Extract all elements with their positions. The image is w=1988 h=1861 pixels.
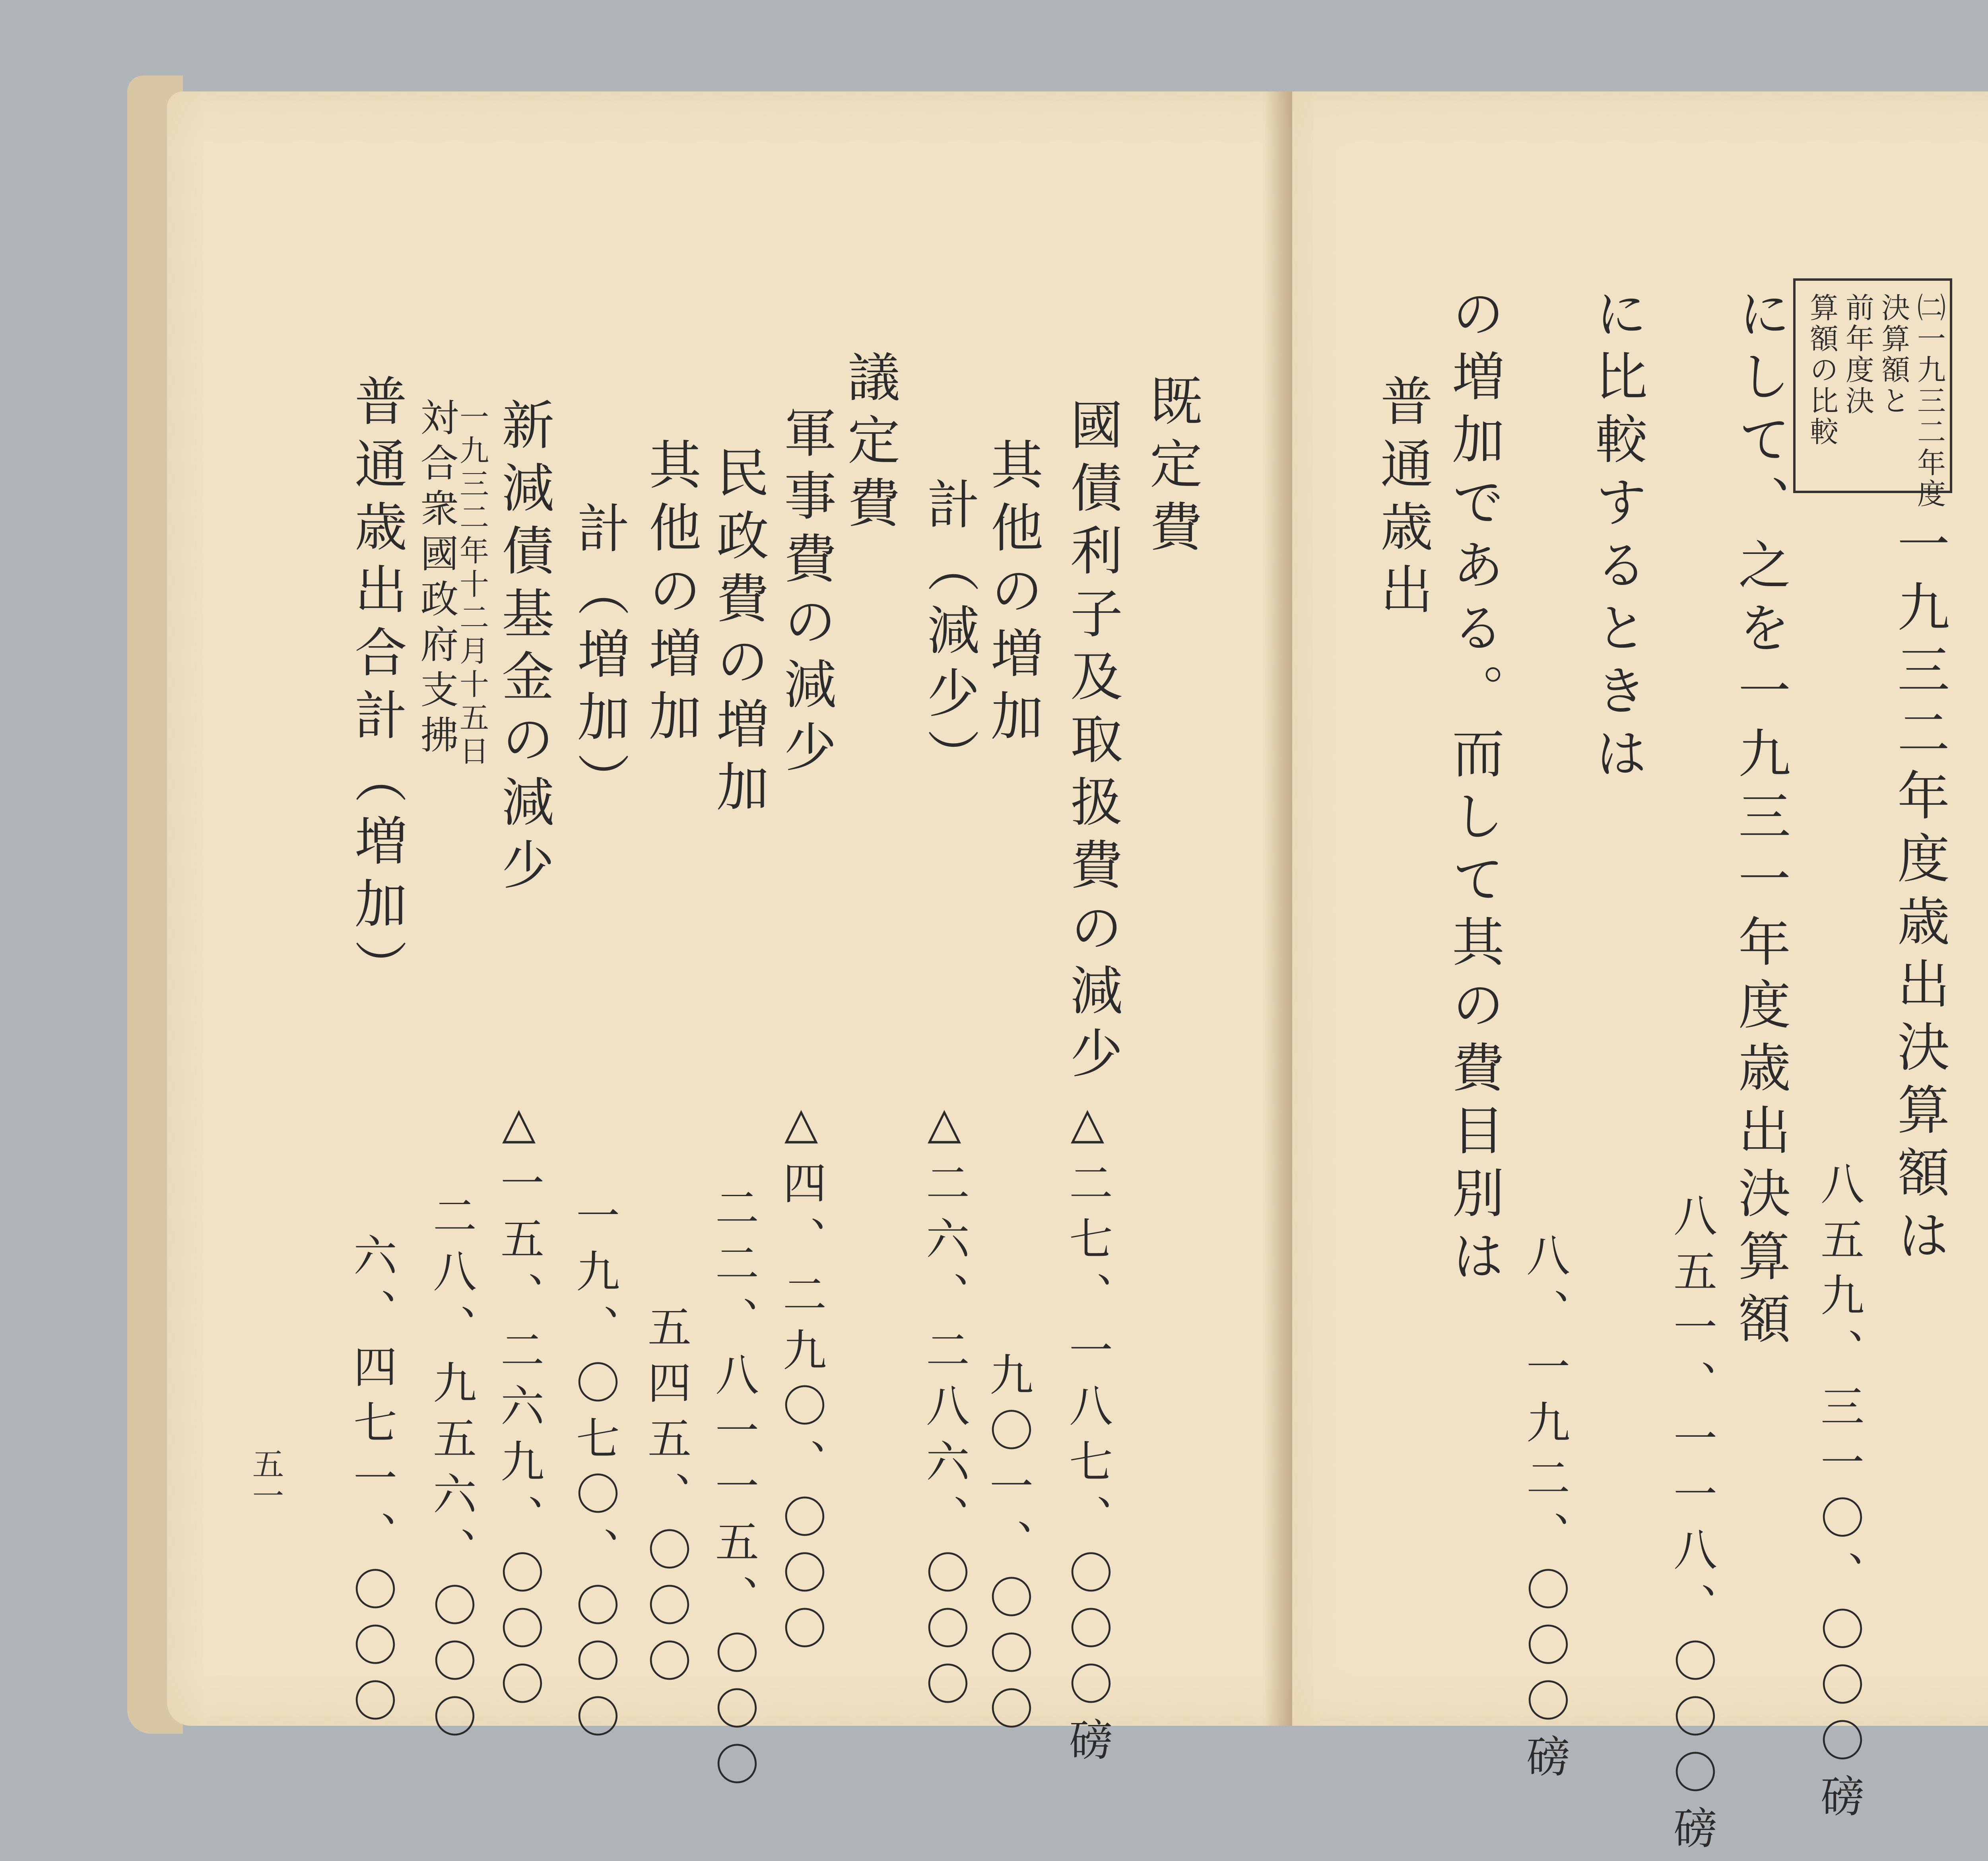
right-col-6: の増加である。而して其の費目別は bbox=[1443, 286, 1504, 1292]
left-col-11a: 一九三二年十二月十五日 bbox=[455, 402, 489, 769]
right-col-4-amount: 八五一、一一八、〇〇〇磅 bbox=[1666, 1193, 1717, 1861]
left-col-4-amount: △二六、二八六、〇〇〇 bbox=[919, 1098, 970, 1717]
left-col-2: 國債利子及取扱費の減少 bbox=[1061, 398, 1122, 1089]
left-col-8: 其他の増加 bbox=[640, 437, 701, 752]
right-col-3: 一九三二年度歳出決算額は bbox=[1888, 517, 1949, 1271]
left-col-4: 計（減少） bbox=[918, 477, 979, 791]
side-note-line-2: 決算額と bbox=[1877, 293, 1910, 417]
left-col-12: 普通歳出合計（増加） bbox=[346, 374, 407, 1002]
left-col-5: 議定費 bbox=[839, 350, 900, 538]
left-col-6-amount: △四、二九〇、〇〇〇 bbox=[776, 1098, 827, 1661]
left-col-2-amount: △二七、一八七、〇〇〇磅 bbox=[1062, 1098, 1113, 1773]
side-note-line-1: ㈡一九三二年度 bbox=[1912, 293, 1946, 510]
right-col-5-amount: 八、一九二、〇〇〇磅 bbox=[1519, 1233, 1570, 1789]
left-col-9: 計（増加） bbox=[568, 501, 629, 815]
left-col-7: 民政費の増加 bbox=[707, 445, 769, 822]
side-note-box bbox=[1793, 278, 1952, 510]
right-col-4: にして、之を一九三一年度歳出決算額 bbox=[1729, 286, 1790, 1354]
right-col-3-amount: 八五九、三一〇、〇〇〇磅 bbox=[1813, 1161, 1864, 1829]
left-col-7-amount: 二二、八一一五、〇〇〇 bbox=[708, 1185, 759, 1797]
left-page-number: 五一 bbox=[247, 1447, 284, 1511]
left-col-3-amount: 九〇一、〇〇〇 bbox=[982, 1352, 1033, 1742]
left-col-10-amount: △一五、二六九、〇〇〇 bbox=[493, 1098, 544, 1717]
left-col-10: 新減債基金の減少 bbox=[493, 398, 554, 900]
left-col-1: 既定費 bbox=[1141, 374, 1202, 562]
left-col-3: 其他の増加 bbox=[982, 437, 1043, 752]
right-col-7: 普通歳出 bbox=[1371, 374, 1433, 625]
left-col-11b: 対合衆國政府支拂 bbox=[414, 398, 459, 760]
right-col-5: に比較するときは bbox=[1586, 286, 1647, 789]
left-col-9-amount: 一九、〇七〇、〇〇〇 bbox=[569, 1193, 620, 1750]
side-note-line-3: 前年度決 bbox=[1841, 293, 1874, 417]
side-note-line-4: 算額の比較 bbox=[1805, 293, 1839, 448]
left-col-11-amount: 二八、九五六、〇〇〇 bbox=[426, 1193, 477, 1750]
left-col-8-amount: 五四五、〇〇〇 bbox=[641, 1304, 691, 1694]
left-col-12-amount: 六、四七一、〇〇〇 bbox=[346, 1233, 397, 1734]
left-col-6: 軍事費の減少 bbox=[775, 406, 836, 783]
